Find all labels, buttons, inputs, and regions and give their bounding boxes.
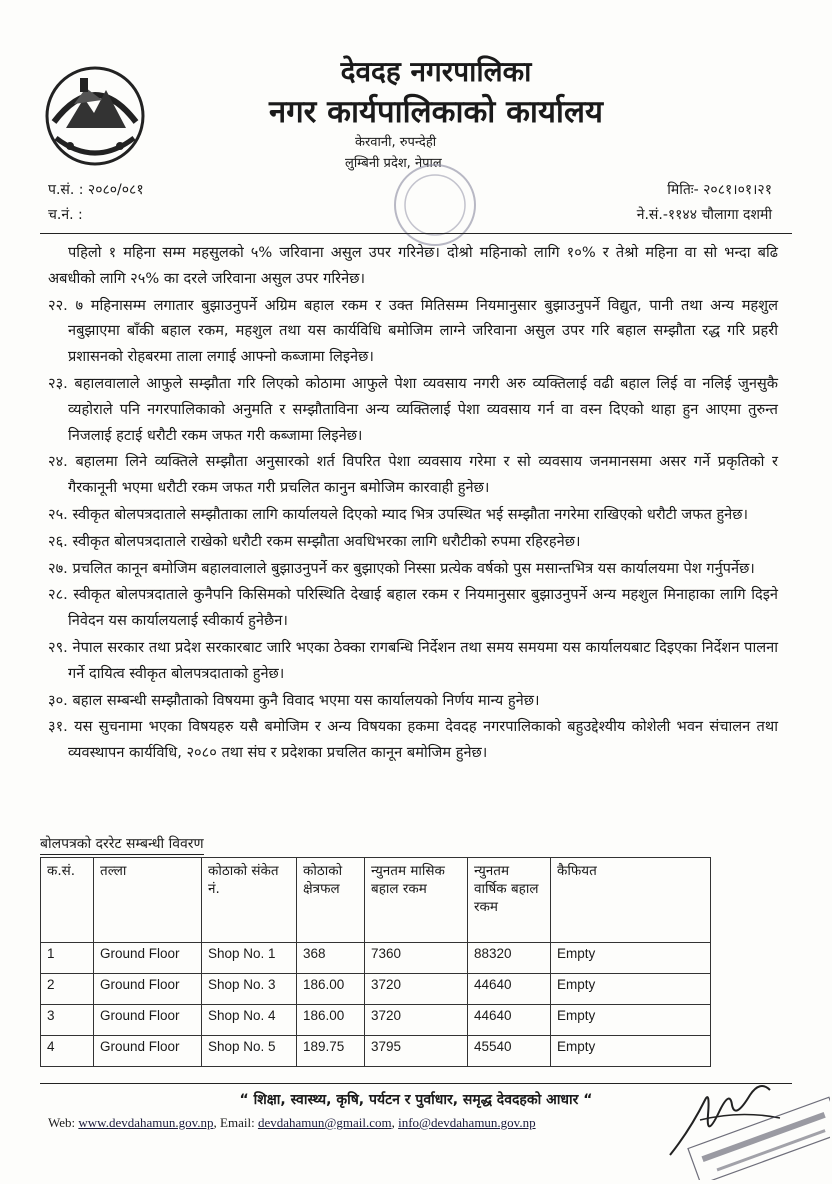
table-cell: Shop No. 1 [202,943,297,974]
table-cell: Empty [551,1036,711,1067]
clause-31: ३१. यस सुचनामा भएका विषयहरु यसै बमोजिम र अन्य विषयका हकमा देवदह नगरपालिकाको बहुउद्देश्यीय कोशेली भवन संचालन तथा व्यवस्थापन कार्यविधि, २०८० तथा संघ र प्रदेशका प्रचलित कानून बमोजिम हुनेछ। [48,718,778,762]
table-cell: Ground Floor [94,1005,202,1036]
table-cell: 3720 [365,1005,468,1036]
address-province: लुम्बिनी प्रदेश, नेपाल [345,156,442,171]
table-cell: 44640 [468,1005,551,1036]
table-row [41,1005,711,1036]
intro-paragraph: पहिलो १ महिना सम्म महसुलको ५% जरिवाना असुल उपर गरिनेछ। दोश्रो महिनाको लागि १०% र तेश्रो महिना वा सो भन्दा बढि अबधीको लागि २५% का दरले जरिवाना असुल उपर गरिनेछ। [48,244,778,287]
municipality-motto: “ शिक्षा, स्वास्थ्य, कृषि, पर्यटन र पुर्वाधार, समृद्ध देवदहको आधार “ [239,1092,593,1108]
column-header: न्युनतम मासिक बहाल रकम [365,858,468,943]
table-cell: 368 [297,943,365,974]
clause-27: २७. प्रचलित कानून बमोजिम बहालवालाले बुझाउनुपर्ने कर बुझाएको निस्सा प्रत्येक वर्षको पुस मसान्तभित्र यस कार्यालयमा पेश गर्नुपर्नेछ। [48,559,755,577]
column-header: तल्ला [94,858,202,943]
clause-22: २२. ७ महिनासम्म लगातार बुझाउनुपर्ने अग्रिम बहाल रकम र उक्त मितिसम्म नियमानुसार बुझाउनुपर्ने विद्युत, पानी तथा अन्य महशुल नबुझाएमा बाँकी बहाल रकम, महशुल तथा यस कार्यविधि बमोजिम लाग्ने जरिवाना असुल उपर गरि बहाल सम्झौता रद्ध गरि प्रहरी प्रशासनको रोहबरमा ताला लगाई आफ्नो कब्जामा लिइनेछ। [48,296,778,366]
table-cell: 7360 [365,943,468,974]
table-cell: 186.00 [297,974,365,1005]
column-header: कैफियत [551,858,711,943]
notice-body [48,240,778,767]
table-cell: 88320 [468,943,551,974]
dispatch-number: च.नं. : [48,207,83,223]
column-header: कोठाको संकेत नं. [202,858,297,943]
email-link-info[interactable]: info@devdahamun.gov.np [398,1115,536,1130]
table-cell: 189.75 [297,1036,365,1067]
email-label: Email: [220,1115,255,1130]
clause-24: २४. बहालमा लिने व्यक्तिले सम्झौता अनुसारको शर्त विपरित पेशा व्यवसाय गरेमा र सो व्यवसाय जनमानसमा असर गर्ने प्रकृतिको र गैरकानूनी भएमा धरौटी रकम जफत गरी प्रचलित कानुन बमोजिम कारवाही हुनेछ। [48,453,778,497]
table-cell: 3 [41,1005,94,1036]
rate-table [40,857,711,1067]
letter-number: प.सं. : २०८०/०८१ [48,182,144,198]
signature-stamp-icon [660,1060,830,1180]
clause-23: २३. बहालवालाले आफुले सम्झौता गरि लिएको कोठामा आफुले पेशा व्यवसाय नगरी अरु व्यक्तिलाई वढी बहाल लिई वा नलिई जुनसुकै व्यहोराले पनि नगरपालिकाको अनुमति र सम्झौताविना अन्य व्यक्तिलाई पेशा व्यवसाय गर्न वा वस्न दिएको थाहा हुन आएमा तुरुन्त निजलाई हटाई धरौटी रकम जफत गरी कब्जामा लिइनेछ। [48,374,778,444]
clause-28: २८. स्वीकृत बोलपत्रदाताले कुनैपनि किसिमको परिस्थिति देखाई बहाल रकम र नियमानुसार बुझाउनुपर्ने अन्य महशुल मिनाहाका लागि दिइने निवेदन यस कार्यालयलाई स्वीकार्य हुनेछैन। [48,586,778,630]
nepal-sambat-date: ने.सं.-११४४ चौलागा दशमी [636,207,772,223]
table-cell: Empty [551,974,711,1005]
email-link-gmail[interactable]: devdahamun@gmail.com [257,1115,392,1130]
clause-26: २६. स्वीकृत बोलपत्रदाताले राखेको धरौटी रकम सम्झौता अवधिभरका लागि धरौटीको रुपमा रहिरहनेछ। [48,532,581,550]
table-cell: 3795 [365,1036,468,1067]
table-cell: Shop No. 5 [202,1036,297,1067]
table-row [41,943,711,974]
table-cell: 1 [41,943,94,974]
table-cell: Shop No. 3 [202,974,297,1005]
contact-line: Web: www.devdahamun.gov.np, Email: devdahamun@gmail.com, info@devdahamun.gov.np [48,1115,536,1130]
column-header: क.सं. [41,858,94,943]
table-header-row [41,858,711,943]
clause-25: २५. स्वीकृत बोलपत्रदाताले सम्झौताका लागि कार्यालयले दिएको म्याद भित्र उपस्थित भई सम्झौता नगरेमा राखिएको धरौटी जफत हुनेछ। [48,505,749,523]
table-cell: 186.00 [297,1005,365,1036]
table-cell: Ground Floor [94,974,202,1005]
table-cell: Empty [551,943,711,974]
clause-30: ३०. बहाल सम्बन्धी सम्झौताको विषयमा कुनै विवाद भएमा यस कार्यालयको निर्णय मान्य हुनेछ। [48,691,540,709]
address-district: केरवानी, रुपन्देही [355,135,437,150]
column-header: न्युनतम वार्षिक बहाल रकम [468,858,551,943]
table-cell: Ground Floor [94,1036,202,1067]
table-cell: 4 [41,1036,94,1067]
table-cell: 45540 [468,1036,551,1067]
letter-date: मितिः- २०८१।०१।२१ [667,182,772,198]
column-header: कोठाको क्षेत्रफल [297,858,365,943]
table-cell: Ground Floor [94,943,202,974]
table-row [41,974,711,1005]
table-cell: 2 [41,974,94,1005]
table-cell: 3720 [365,974,468,1005]
table-row [41,1036,711,1067]
website-link[interactable]: www.devdahamun.gov.np [78,1115,214,1130]
table-cell: Shop No. 4 [202,1005,297,1036]
header-divider [40,233,792,234]
table-title: बोलपत्रको दररेट सम्बन्धी विवरण [40,834,204,855]
table-cell: 44640 [468,974,551,1005]
clause-29: २९. नेपाल सरकार तथा प्रदेश सरकारबाट जारि भएका ठेक्का रागबन्धि निर्देशन तथा समय समयमा यस कार्यालयबाट दिइएका निर्देशन पालना गर्ने दायित्व स्वीकृत बोलपत्रदाताको हुनेछ। [48,638,778,682]
org-name: देवदह नगरपालिका [340,55,532,88]
table-cell: Empty [551,1005,711,1036]
office-name: नगर कार्यपालिकाको कार्यालय [269,94,603,130]
office-stamp-icon [390,160,480,250]
web-label: Web: [48,1115,76,1130]
